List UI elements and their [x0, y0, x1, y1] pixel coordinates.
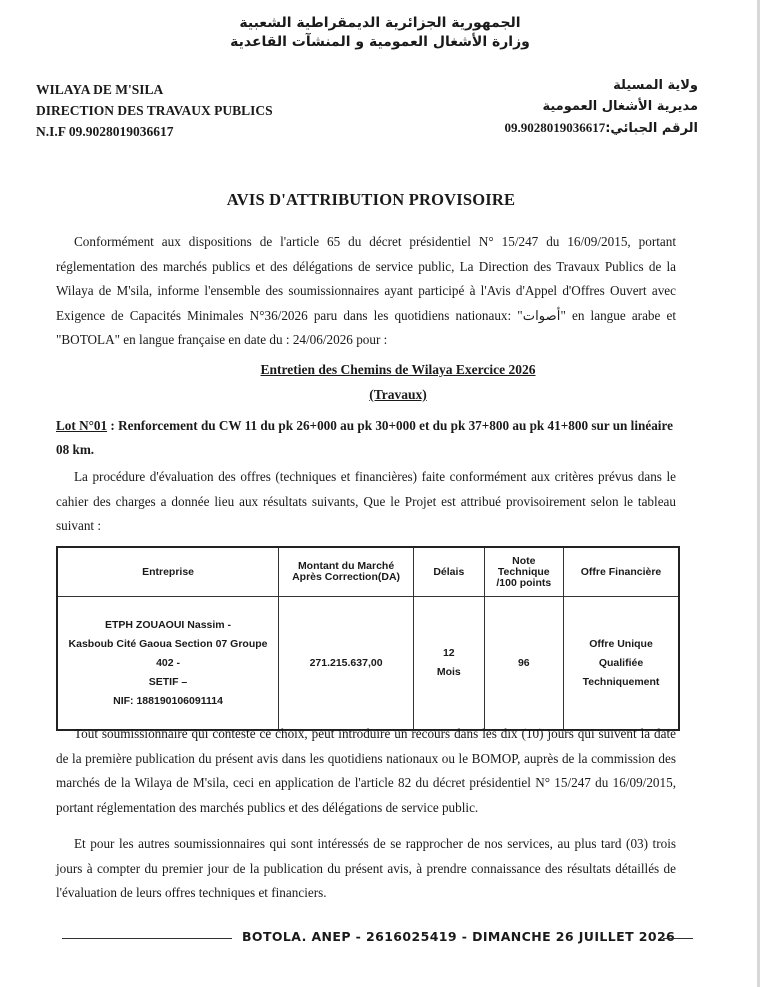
cell-financial-offer: Offre Unique Qualifiée Techniquement — [564, 597, 679, 731]
recourse-paragraph — [56, 722, 676, 820]
lot-text: : Renforcement du CW 11 du pk 26+000 au pk 30+000 et du pk 37+800 au pk 41+800 sur un linéaire 08 km. — [56, 418, 673, 457]
header-financial-offer: Offre Financière — [564, 547, 679, 597]
lot-description — [56, 414, 676, 462]
cell-technical-score: 96 — [484, 597, 563, 731]
company-nif: NIF: 188190106091114 — [113, 694, 223, 707]
intro-text: Conformément aux dispositions de l'article 65 du décret présidentiel N° 15/247 du 16/09/2015, portant réglementation des marchés publics et des délégations de service public, La Direction des Travaux Publics de la Wilaya de M'sila, informe l'ensemble des soumissionnaires ayant participé à l'Avis d'Appel d'Offres Ouvert avec Exigence de Capacités Minimales N°36/2026 paru dans les quotidiens nationaux: "أصوات" en langue arabe et "BOTOLA" en langue française en date du : 24/06/2026 pour : — [56, 234, 677, 347]
results-table — [56, 546, 680, 731]
header-technical-score: Note Technique /100 points — [484, 547, 563, 597]
recourse-text: Tout soumissionnaire qui conteste ce choix, peut introduire un recours dans les dix (10) jours qui suivent la date de la première publication du présent avis dans les quotidiens nationaux ou le BOMOP, auprès de la commission des marchés de la Wilaya de M'sila, ceci en application de l'article 82 du décret présidentiel N° 15/247 du 16/09/2015, portant réglementation des marchés publics et des délégations de service public. — [56, 726, 676, 815]
nif-label: N.I.F 09.9028019036617 — [36, 124, 174, 139]
french-header-block — [36, 79, 273, 142]
arabic-nif-line — [504, 117, 698, 139]
header-delay: Délais — [414, 547, 485, 597]
arabic-header-block — [504, 75, 698, 139]
procedure-paragraph — [56, 465, 676, 539]
table-row — [57, 597, 679, 731]
header-company: Entreprise — [57, 547, 279, 597]
cell-company — [57, 597, 279, 731]
footer-reference: BOTOLA. ANEP - 2616025419 - DIMANCHE 26 JUILLET 2026 — [242, 929, 676, 944]
company-name: ETPH ZOUAOUI Nassim - — [105, 618, 232, 631]
arabic-ministry-line: وزارة الأشغال العمومية و المنشآت القاعدية — [230, 34, 530, 50]
subject-title: Entretien des Chemins de Wilaya Exercice 2026 — [260, 362, 536, 377]
wilaya-label: WILAYA DE M'SILA — [36, 82, 164, 97]
cell-delay — [414, 597, 485, 731]
arabic-direction-label: مديرية الأشغال العمومية — [542, 99, 698, 114]
company-city: SETIF – — [148, 675, 188, 688]
table-header-row — [57, 547, 679, 597]
arabic-nif-value: 09.9028019036617 — [504, 120, 606, 135]
others-paragraph — [56, 832, 676, 906]
intro-paragraph — [56, 230, 676, 353]
footer-rule-left — [62, 938, 232, 939]
delay-unit: Mois — [436, 666, 461, 678]
cell-amount: 271.215.637,00 — [279, 597, 414, 731]
lot-label: Lot N°01 — [56, 418, 108, 433]
arabic-nif-caption: الرقم الجبائي: — [605, 121, 698, 136]
company-address: Kasboub Cité Gaoua Section 07 Groupe 402 - — [68, 637, 268, 669]
arabic-republic-line: الجمهورية الجزائرية الديمقراطية الشعبية — [239, 15, 521, 31]
header-amount: Montant du Marché Après Correction(DA) — [279, 547, 414, 597]
arabic-wilaya-label: ولاية المسيلة — [613, 78, 698, 93]
document-title: AVIS D'ATTRIBUTION PROVISOIRE — [226, 190, 516, 209]
footer-rule-right — [663, 938, 693, 939]
subject-subtitle: (Travaux) — [369, 387, 427, 402]
procedure-text: La procédure d'évaluation des offres (techniques et financières) faite conformément aux critères prévus dans le cahier des charges a donnée lieu aux résultats suivants, Que le Projet est attribué provisoirement selon le tableau suivant : — [56, 469, 676, 533]
others-text: Et pour les autres soumissionnaires qui sont intéressés de se rapprocher de nos services, au plus tard (03) trois jours à compter du premier jour de la publication du présent avis, à prendre connaissance des résultats détaillés de l'évaluation de leurs offres techniques et financiers. — [56, 836, 676, 900]
delay-value: 12 — [442, 647, 455, 659]
direction-label: DIRECTION DES TRAVAUX PUBLICS — [36, 103, 273, 118]
arabic-header — [0, 14, 760, 52]
